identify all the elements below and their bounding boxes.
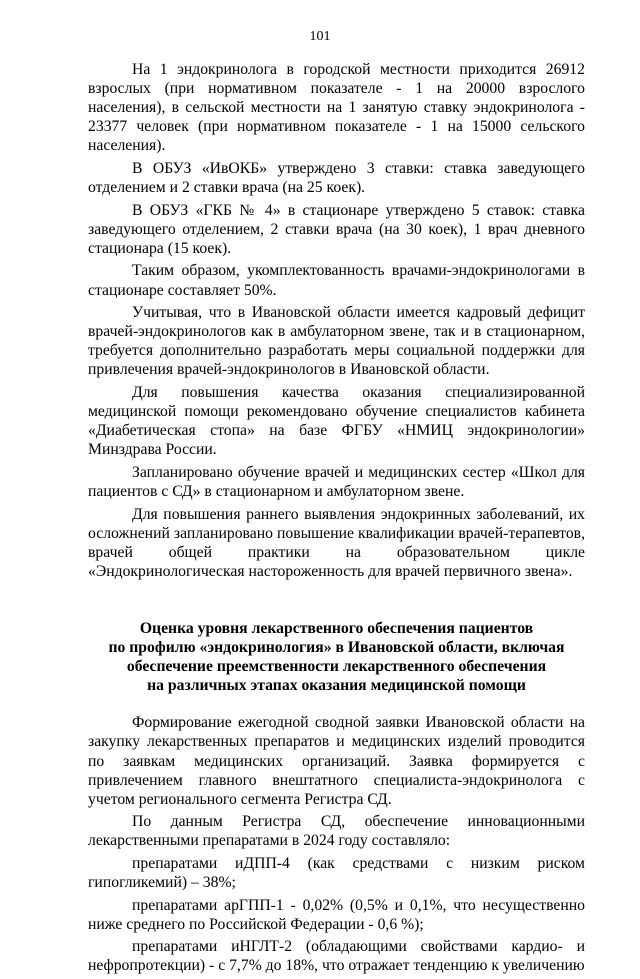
- paragraph: Для повышения раннего выявления эндокринных заболеваний, их осложнений запланировано повышение квалификации врачей-терапевтов, врачей общей практики на образовательном цикле «Эндокринологическая настороженность для врачей первичного звена».: [88, 505, 585, 580]
- list-paragraph: препаратами иДПП-4 (как средствами с низким риском гипогликемий) – 38%;: [88, 854, 585, 892]
- paragraph: Запланировано обучение врачей и медицинских сестер «Школ для пациентов с СД» в стационарном и амбулаторном звене.: [88, 463, 585, 500]
- page-number: 101: [309, 29, 331, 44]
- heading-line: на различных этапах оказания медицинской помощи: [147, 677, 526, 695]
- paragraph: На 1 эндокринолога в городской местности приходится 26912 взрослых (при нормативном показателе - 1 на 20000 взрослого населения), в сельской местности на 1 занятую ставку эндокринолога - 23377 человек (при нормативном показателе - 1 на 15000 сельского населения).: [88, 61, 585, 155]
- heading-line: обеспечение преемственности лекарственного обеспечения: [126, 658, 547, 676]
- paragraph: Таким образом, укомплектованность врачами-эндокринологами в стационаре составляет 50%.: [88, 262, 585, 299]
- paragraph: Формирование ежегодной сводной заявки Ивановской области на закупку лекарственных препаратов и медицинских изделий проводится по заявкам медицинских организаций. Заявка формируется с привлечением главного внештатного специалиста-эндокринолога с учетом регионального сегмента Регистра СД.: [88, 714, 585, 808]
- section-heading: [88, 619, 585, 695]
- list-paragraph: препаратами арГПП-1 - 0,02% (0,5% и 0,1%, что несущественно ниже среднего по Российской Федерации - 0,6 %);: [88, 896, 585, 933]
- paragraph: Для повышения качества оказания специализированной медицинской помощи рекомендовано обучение специалистов кабинета «Диабетическая стопа» на базе ФГБУ «НМИЦ эндокринологии» Минздрава России.: [88, 384, 585, 459]
- paragraph: В ОБУЗ «ИвОКБ» утверждено 3 ставки: ставка заведующего отделением и 2 ставки врача (на 25 коек).: [88, 159, 585, 197]
- heading-line: по профилю «эндокринология» в Ивановской области, включая: [108, 639, 565, 657]
- heading-line: Оценка уровня лекарственного обеспечения пациентов: [139, 619, 534, 637]
- paragraph: По данным Регистра СД, обеспечение инновационными лекарственными препаратами в 2024 году составляло:: [88, 813, 585, 850]
- paragraph: В ОБУЗ «ГКБ № 4» в стационаре утверждено 5 ставок: ставка заведующего отделением, 2 ставки врача (на 30 коек), 1 врач дневного стационара (15 коек).: [88, 201, 585, 257]
- list-paragraph: препаратами иНГЛТ-2 (обладающими свойствами кардио- и нефропротекции) - с 7,7% до 18%, что отражает тенденцию к увеличению: [88, 938, 585, 975]
- paragraph: Учитывая, что в Ивановской области имеется кадровый дефицит врачей-эндокринологов как в амбулаторном звене, так и в стационарном, требуется дополнительно разработать меры социальной поддержки для привлечения врачей-эндокринологов в Ивановской области.: [88, 304, 585, 379]
- document-body: [88, 60, 585, 979]
